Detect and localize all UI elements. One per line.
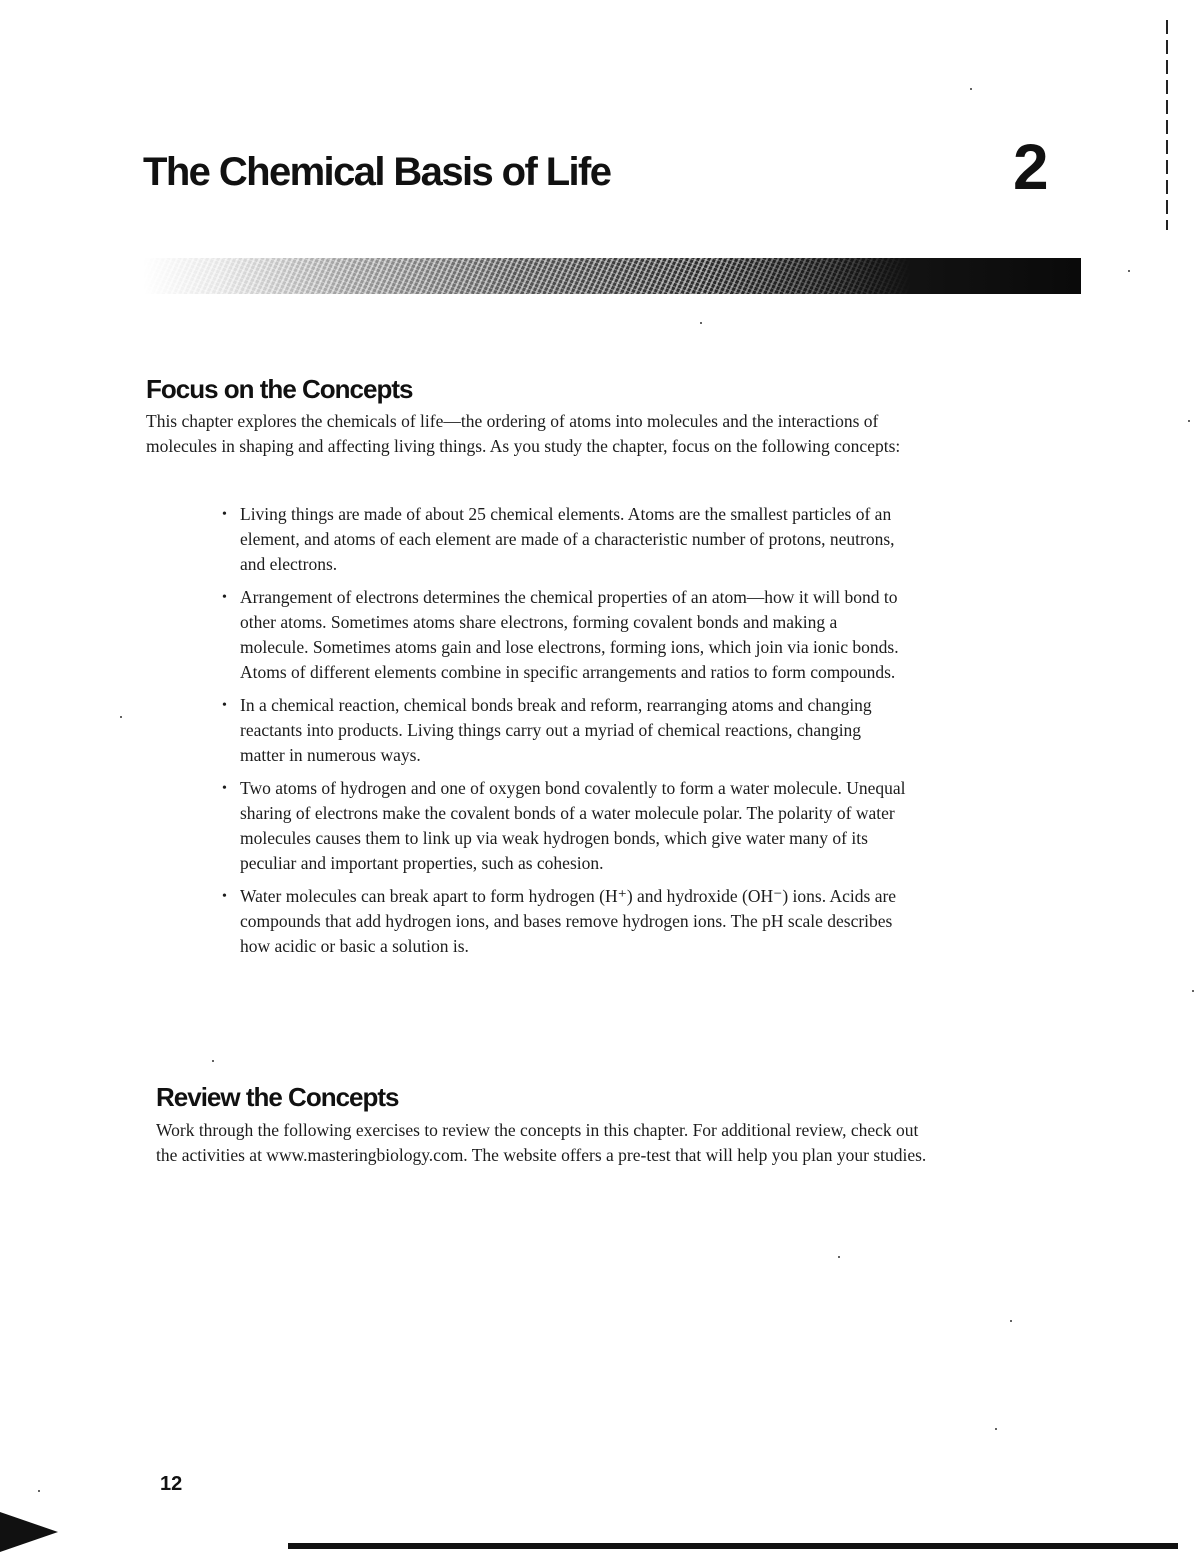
- scan-speck: [970, 88, 972, 90]
- bullet-text: Arrangement of electrons determines the chemical properties of an atom—how it will bond to other atoms. Sometimes atoms share electrons, forming covalent bonds and making a molecule. Sometimes atoms gain and lose electrons, forming ions, which join via ionic bonds. Atoms of different elements combine in specific arrangements and ratios to form compounds.: [240, 587, 899, 682]
- page-number: 12: [160, 1473, 183, 1495]
- scan-speck: [1192, 990, 1194, 992]
- bullet-text: Two atoms of hydrogen and one of oxygen bond covalently to form a water molecule. Unequal sharing of electrons make the covalent bonds of a water molecule polar. The polarity of water molecules causes them to link up via weak hydrogen bonds, which give water many of its peculiar and important properties, such as cohesion.: [240, 778, 906, 873]
- concept-bullet-list: [218, 502, 908, 967]
- scan-speck: [1188, 420, 1190, 422]
- bullet-text: Living things are made of about 25 chemical elements. Atoms are the smallest particles of an element, and atoms of each element are made of a characteristic number of protons, neutrons, and electrons.: [240, 504, 895, 574]
- concept-bullet: [218, 776, 908, 876]
- banner-texture: [143, 258, 1081, 294]
- scan-speck: [1128, 270, 1130, 272]
- scan-speck: [120, 716, 122, 718]
- scan-speck: [38, 1490, 40, 1492]
- concept-bullet: [218, 884, 908, 959]
- review-heading: Review the Concepts: [156, 1082, 399, 1112]
- corner-scan-mark: [0, 1512, 58, 1552]
- bullet-text: In a chemical reaction, chemical bonds break and reform, rearranging atoms and changing reactants into products. Living things carry out a myriad of chemical reactions, changing matter in numerous ways.: [240, 695, 872, 765]
- scan-speck: [212, 1060, 214, 1062]
- concept-bullet: [218, 693, 908, 768]
- focus-intro-paragraph: This chapter explores the chemicals of life—the ordering of atoms into molecules and the interactions of molecules in shaping and affecting living things. As you study the chapter, focus on the following concepts:: [146, 411, 901, 456]
- focus-heading: Focus on the Concepts: [146, 374, 413, 404]
- bullet-icon: •: [222, 889, 227, 904]
- bullet-icon: •: [222, 590, 227, 605]
- bullet-icon: •: [222, 781, 227, 796]
- chapter-title: The Chemical Basis of Life: [143, 150, 611, 194]
- margin-line: [1166, 20, 1168, 230]
- scan-speck: [700, 322, 702, 324]
- bullet-text: Water molecules can break apart to form hydrogen (H⁺) and hydroxide (OH⁻) ions. Acids are compounds that add hydrogen ions, and bases remove hydrogen ions. The pH scale describes how acidic or basic a solution is.: [240, 886, 897, 956]
- scan-speck: [1010, 1320, 1012, 1322]
- bullet-icon: •: [222, 507, 227, 522]
- bullet-icon: •: [222, 698, 227, 713]
- chapter-number: 2: [1013, 131, 1049, 203]
- scan-speck: [995, 1428, 997, 1430]
- bottom-rule: [288, 1543, 1178, 1549]
- scan-speck: [838, 1256, 840, 1258]
- review-intro-paragraph: Work through the following exercises to review the concepts in this chapter. For additional review, check out the activities at www.masteringbiology.com. The website offers a pre-test that will help you plan your studies.: [156, 1120, 927, 1165]
- concept-bullet: [218, 502, 908, 577]
- concept-bullet: [218, 585, 908, 685]
